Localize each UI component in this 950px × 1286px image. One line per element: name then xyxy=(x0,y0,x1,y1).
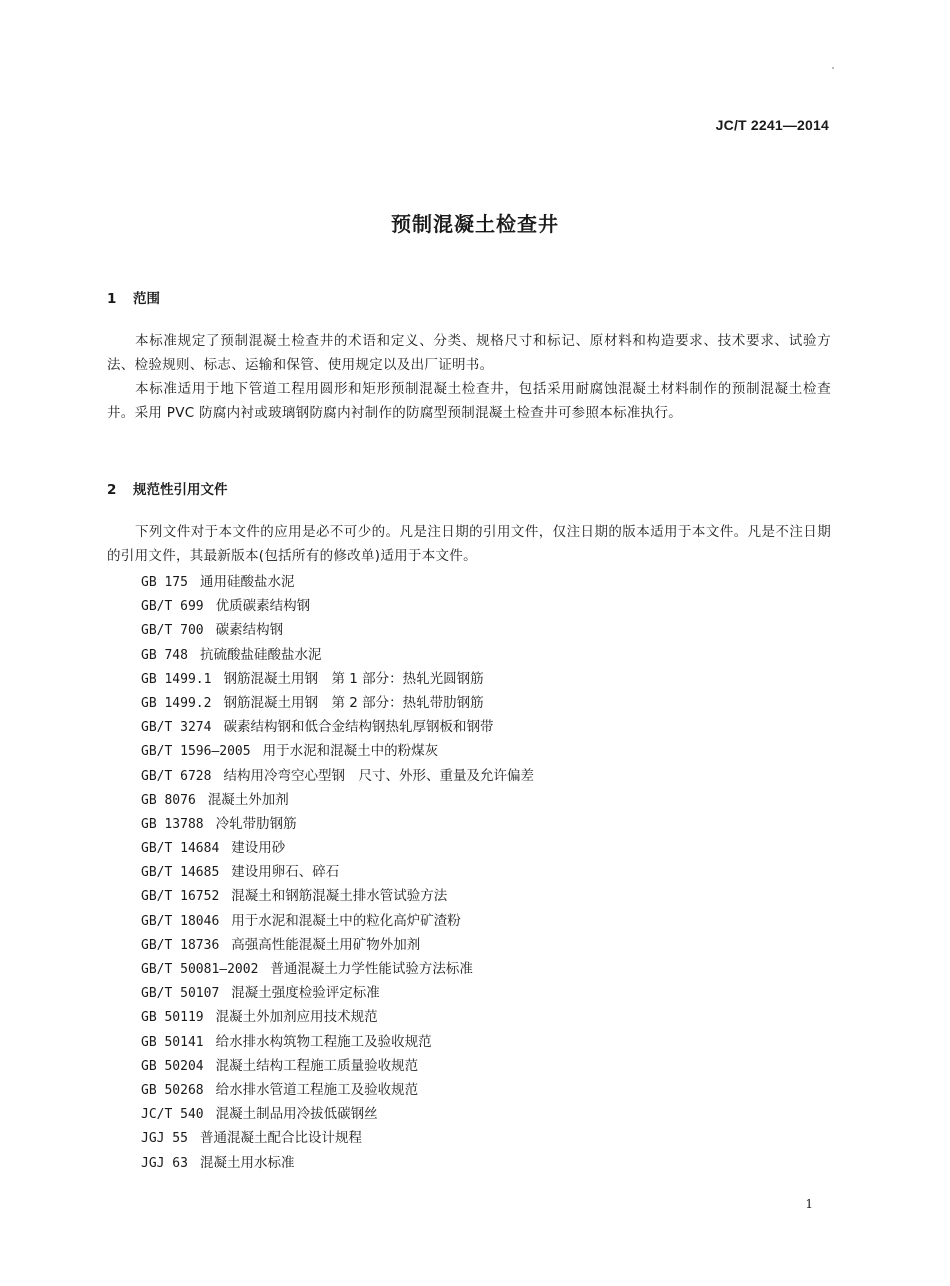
reference-item xyxy=(141,1078,534,1102)
reference-item xyxy=(141,1030,534,1054)
document-title: 预制混凝土检查井 xyxy=(391,212,559,236)
reference-item xyxy=(141,788,534,812)
reference-item xyxy=(141,1126,534,1150)
reference-code: GB 50268 xyxy=(141,1082,204,1098)
reference-code: GB/T 18046 xyxy=(141,913,220,929)
reference-title: 混凝土用水标准 xyxy=(199,1154,295,1171)
reference-code: JGJ 55 xyxy=(141,1131,188,1147)
reference-item xyxy=(141,836,534,860)
reference-item xyxy=(141,764,534,788)
paragraph: 下列文件对于本文件的应用是必不可少的。凡是注日期的引用文件，仅注日期的版本适用于本文件。凡是不注日期的引用文件，其最新版本(包括所有的修改单)适用于本文件。 xyxy=(107,524,831,564)
reference-code: GB 748 xyxy=(141,647,188,663)
section-heading-normative-references xyxy=(107,478,228,498)
reference-title: 混凝土强度检验评定标准 xyxy=(231,985,380,1002)
reference-code: GB 13788 xyxy=(141,816,204,832)
scan-speck xyxy=(832,67,834,69)
reference-code: GB/T 16752 xyxy=(141,889,220,905)
section-heading-scope xyxy=(107,287,160,307)
reference-title: 建设用砂 xyxy=(231,840,286,857)
section-title: 规范性引用文件 xyxy=(133,482,228,498)
reference-item xyxy=(141,1005,534,1029)
reference-item xyxy=(141,594,534,618)
reference-code: JGJ 63 xyxy=(141,1155,188,1171)
reference-item xyxy=(141,981,534,1005)
reference-title: 给水排水构筑物工程施工及验收规范 xyxy=(215,1033,432,1050)
reference-code: GB 1499.2 xyxy=(141,695,212,711)
reference-title: 钢筋混凝土用钢 第 2 部分：热轧带肋钢筋 xyxy=(223,694,484,711)
reference-title: 混凝土结构工程施工质量验收规范 xyxy=(215,1057,419,1074)
reference-item xyxy=(141,957,534,981)
reference-code: GB/T 3274 xyxy=(141,720,212,736)
reference-item xyxy=(141,933,534,957)
reference-item xyxy=(141,667,534,691)
reference-item xyxy=(141,739,534,763)
section-title: 范围 xyxy=(133,291,160,307)
section-number: 1 xyxy=(107,291,117,307)
paragraph: 本标准规定了预制混凝土检查井的术语和定义、分类、规格尺寸和标记、原材料和构造要求、技术要求、试验方法、检验规则、标志、运输和保管、使用规定以及出厂证明书。 xyxy=(107,333,831,373)
reference-code: GB 1499.1 xyxy=(141,671,212,687)
reference-code: GB/T 6728 xyxy=(141,768,212,784)
reference-title: 碳素结构钢 xyxy=(215,622,284,639)
paragraph: 本标准适用于地下管道工程用圆形和矩形预制混凝土检查井，包括采用耐腐蚀混凝土材料制作的预制混凝土检查井。采用 PVC 防腐内衬或玻璃钢防腐内衬制作的防腐型预制混凝土检查井可参照本标准执行。 xyxy=(107,381,831,421)
reference-title: 高强高性能混凝土用矿物外加剂 xyxy=(231,936,421,953)
page-number: 1 xyxy=(805,1197,813,1211)
reference-code: GB 50141 xyxy=(141,1034,204,1050)
reference-title: 钢筋混凝土用钢 第 1 部分：热轧光圆钢筋 xyxy=(223,670,484,687)
reference-title: 普通混凝土力学性能试验方法标准 xyxy=(270,961,473,977)
reference-code: GB/T 18736 xyxy=(141,937,220,953)
reference-item xyxy=(141,691,534,715)
reference-item xyxy=(141,1151,534,1175)
reference-title: 建设用卵石、碎石 xyxy=(231,864,340,881)
reference-item xyxy=(141,715,534,739)
reference-title: 碳素结构钢和低合金结构钢热轧厚钢板和钢带 xyxy=(223,719,494,736)
reference-code: GB/T 699 xyxy=(141,599,204,615)
reference-title: 用于水泥和混凝土中的粉煤灰 xyxy=(262,743,439,760)
standard-code: JC/T 2241—2014 xyxy=(715,117,829,133)
reference-code: GB/T 1596—2005 xyxy=(141,744,251,760)
reference-item xyxy=(141,618,534,642)
reference-code: GB/T 14685 xyxy=(141,865,220,881)
reference-item xyxy=(141,1102,534,1126)
reference-title: 混凝土外加剂应用技术规范 xyxy=(215,1009,378,1026)
reference-code: GB 50204 xyxy=(141,1058,204,1074)
reference-title: 混凝土制品用冷拔低碳钢丝 xyxy=(215,1106,378,1123)
reference-title: 优质碳素结构钢 xyxy=(215,598,311,615)
reference-title: 混凝土和钢筋混凝土排水管试验方法 xyxy=(231,888,448,905)
reference-title: 给水排水管道工程施工及验收规范 xyxy=(215,1081,419,1098)
reference-item xyxy=(141,860,534,884)
reference-code: JC/T 540 xyxy=(141,1107,204,1123)
reference-title: 冷轧带肋钢筋 xyxy=(215,815,297,832)
reference-code: GB/T 700 xyxy=(141,623,204,639)
reference-list xyxy=(141,570,534,1175)
reference-code: GB/T 50107 xyxy=(141,986,220,1002)
reference-item xyxy=(141,884,534,908)
reference-item xyxy=(141,909,534,933)
reference-code: GB/T 50081—2002 xyxy=(141,962,259,977)
reference-title: 通用硅酸盐水泥 xyxy=(199,574,295,590)
reference-title: 混凝土外加剂 xyxy=(207,791,289,808)
reference-item xyxy=(141,643,534,667)
reference-code: GB 50119 xyxy=(141,1010,204,1026)
reference-code: GB 175 xyxy=(141,575,188,590)
reference-code: GB/T 14684 xyxy=(141,841,220,857)
section-number: 2 xyxy=(107,482,117,498)
reference-title: 用于水泥和混凝土中的粒化高炉矿渣粉 xyxy=(231,912,461,929)
reference-title: 普通混凝土配合比设计规程 xyxy=(199,1130,362,1147)
reference-title: 抗硫酸盐硅酸盐水泥 xyxy=(199,646,322,663)
reference-item xyxy=(141,570,534,594)
reference-code: GB 8076 xyxy=(141,792,196,808)
reference-item xyxy=(141,812,534,836)
reference-title: 结构用冷弯空心型钢 尺寸、外形、重量及允许偏差 xyxy=(223,767,534,784)
reference-item xyxy=(141,1054,534,1078)
